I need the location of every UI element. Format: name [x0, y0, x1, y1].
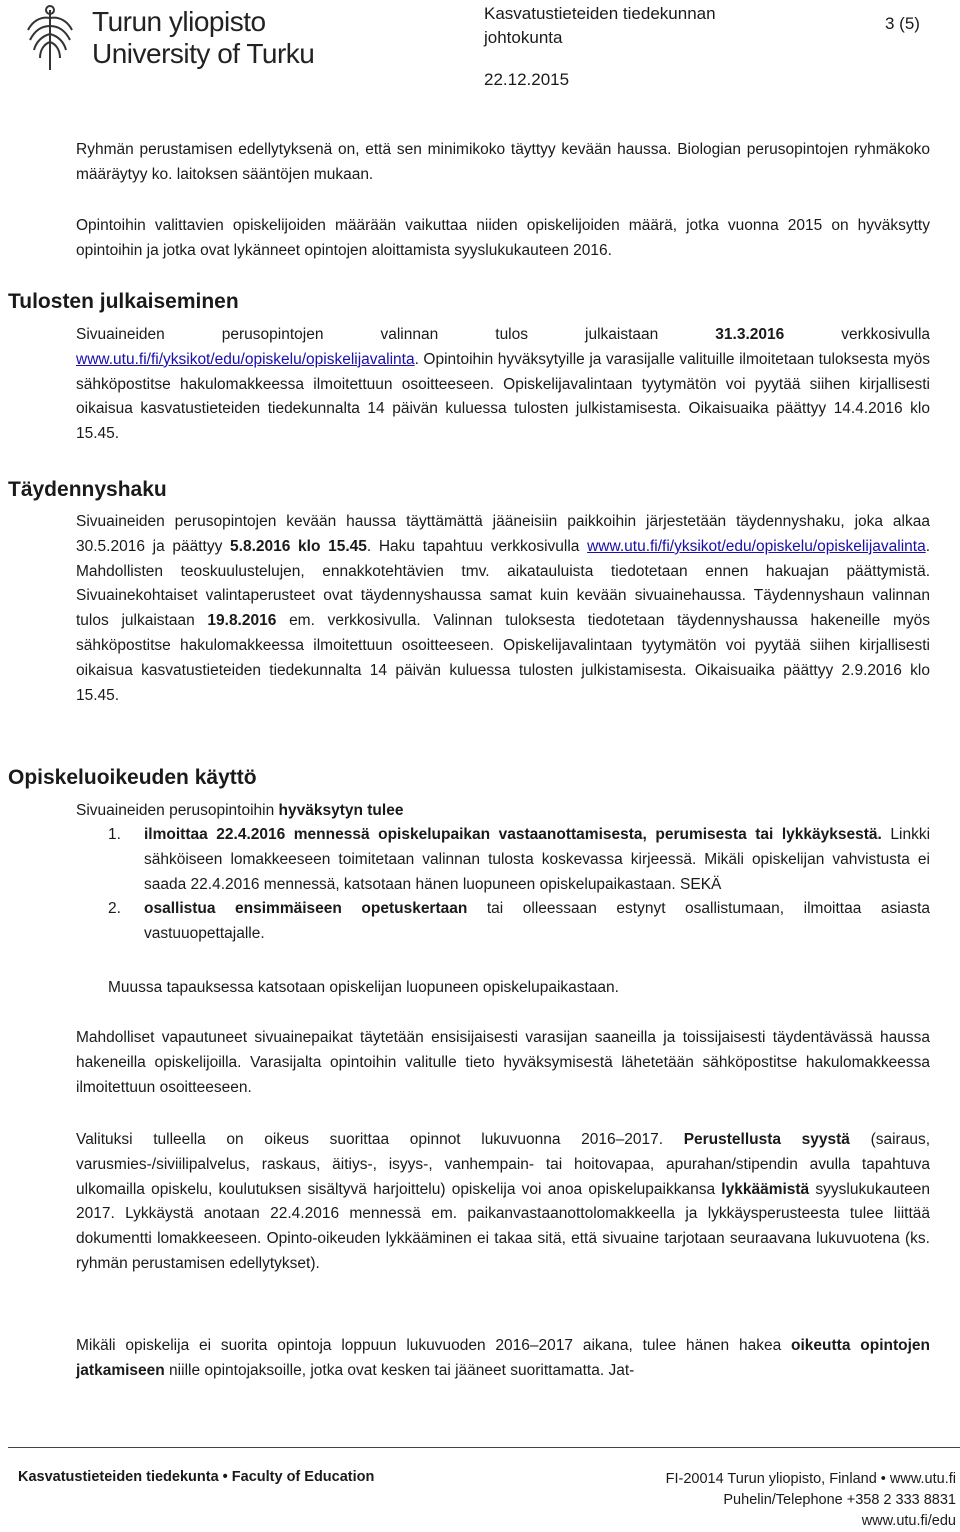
paragraph-group-size: Ryhmän perustamisen edellytyksenä on, että sen minimikoko täyttyy kevään haussa. Biologian perusopintojen ryhmäkoko määräytyy ko. laitoksen sääntöjen mukaan.: [76, 141, 930, 183]
footer-contact: [600, 1469, 956, 1532]
list-item: 2. osallistua ensimmäiseen opetuskertaan tai olleessaan estynyt osallistumaan, ilmoittaa asiasta vastuuopettajalle.: [108, 900, 930, 943]
paragraph-freed-places: Mahdolliset vapautuneet sivuainepaikat täytetään ensisijaisesti varasijan saaneilla ja toissijaisesti täydentävässä haussa hakeneilla opiskelijoilla. Varasijalta opintoihin valitulle tieto hyväksymisestä lähetetään sähköpostitse hakulomakkeessa ilmoitettuun osoitteeseen.: [76, 1029, 930, 1096]
footer-phone: Puhelin/Telephone +358 2 333 8831: [723, 1492, 956, 1508]
logo-text-english: University of Turku: [92, 38, 315, 69]
footer-address: FI-20014 Turun yliopisto, Finland • www.utu.fi: [665, 1471, 956, 1487]
paragraph-admission-count: Opintoihin valittavien opiskelijoiden määrään vaikuttaa niiden opiskelijoiden määrä, jotka vuonna 2015 on hyväksytty opintoihin ja jotka ovat lykänneet opintojen aloittamista syyslukukauteen 2016.: [76, 217, 930, 259]
list-item: 1. ilmoittaa 22.4.2016 mennessä opiskelupaikan vastaanottamisesta, perumisesta tai lykkäyksestä. Linkki sähköiseen lomakkeeseen toimitetaan valinnan tulosta koskevassa kirjeessä. Mikäli opiskelijan vahvistusta ei saada 22.4.2016 mennessä, katsotaan hänen luopuneen opiskelupaikastaan. SEKÄ: [108, 826, 931, 893]
paragraph-supplementary: Sivuaineiden perusopintojen kevään haussa täyttämättä jääneisiin paikkoihin järjestetään täydennyshaku, joka alkaa 30.5.2016 ja päättyy 5.8.2016 klo 15.45. Haku tapahtuu verkkosivulla www.utu.fi/fi/yksikot/edu/opiskelu/opiskelijavalinta. Mahdollisten teoskuulustelujen, ennakkotehtävien tmv. aikatauluista tiedotetaan ennen hakuajan päättymistä. Sivuainekohtaiset valintaperusteet ovat täydennyshaussa samat kuin kevään sivuainehaussa. Täydennyshaun valinnan tulos julkaistaan 19.8.2016 em. verkkosivulla. Valinnan tuloksesta tiedotetaan täydennyshaussa hakeneille myös sähköpostitse hakulomakkeessa ilmoitettuun osoitteeseen. Opiskelijavalintaan tyytymätön voi pyytää siihen kirjallisesti oikaisua kasvatustieteiden tiedekunnalta 14 päivän kuluessa tulosten julkistamisesta. Oikaisuaika päättyy 2.9.2016 klo 15.45.: [76, 513, 930, 704]
heading-supplementary-application: Täydennyshaku: [8, 478, 167, 501]
page-number: 3 (5): [885, 14, 920, 33]
header-department: Kasvatustieteiden tiedekunnan johtokunta: [484, 4, 716, 47]
paragraph-results: Sivuaineiden perusopintojen valinnan tulos julkaistaan 31.3.2016 verkkosivulla www.utu.fi/fi/yksikot/edu/opiskelu/opiskelijavalinta. Opintoihin hyväksytyille ja varasijalle valituille ilmoitetaan tuloksesta myös sähköpostitse hakulomakkeessa ilmoitettuun osoitteeseen. Opiskelijavalintaan tyytymätön voi pyytää siihen kirjallisesti oikaisua kasvatustieteiden tiedekunnalta 14 päivän kuluessa tulosten julkistamisesta. Oikaisuaika päättyy 14.4.2016 klo 15.45.: [76, 326, 931, 443]
paragraph-otherwise: Muussa tapauksessa katsotaan opiskelijan luopuneen opiskelupaikastaan.: [108, 979, 619, 996]
logo-text-finnish: Turun yliopisto: [92, 6, 266, 37]
paragraph-study-right-intro: Sivuaineiden perusopintoihin hyväksytyn tulee: [76, 802, 404, 819]
header-date: 22.12.2015: [484, 70, 570, 89]
footer-divider: [8, 1447, 960, 1448]
heading-study-right: Opiskeluoikeuden käyttö: [8, 766, 257, 789]
supplementary-link[interactable]: www.utu.fi/fi/yksikot/edu/opiskelu/opiskelijavalinta: [587, 537, 926, 555]
university-logo: [18, 4, 318, 72]
torch-emblem-icon: [18, 4, 82, 72]
paragraph-deferral: Valituksi tulleella on oikeus suorittaa opinnot lukuvuonna 2016–2017. Perustellusta syystä (sairaus, varusmies-/siviilipalvelus, raskaus, äitiys-, isyys-, vanhempain- tai hoitovapaa, apurahan/stipendin avulla tapahtuva ulkomailla opiskelu, koulutuksen sisältyvä harjoittelu) opiskelija voi anoa opiskelupaikkansa lykkäämistä syyslukukauteen 2017. Lykkäystä anotaan 22.4.2016 mennessä em. paikanvastaanottolomakkeella ja lykkäysperusteesta tulee liittää dokumentti lomakkeeseen. Opinto-oikeuden lykkääminen ei takaa sitä, että sivuaine tarjotaan seuraavana lukuvuotena (ks. ryhmän perustamisen edellytykset).: [76, 1131, 931, 1272]
footer-website: www.utu.fi/edu: [861, 1513, 956, 1529]
heading-results: Tulosten julkaiseminen: [8, 290, 239, 313]
footer-faculty: Kasvatustieteiden tiedekunta • Faculty of Education: [18, 1469, 375, 1485]
requirements-list: [76, 823, 930, 947]
paragraph-continuation: Mikäli opiskelija ei suorita opintoja loppuun lukuvuoden 2016–2017 aikana, tulee hänen hakea oikeutta opintojen jatkamiseen niille opintojaksoille, jotka ovat kesken tai jääneet suorittamatta. Jat-: [76, 1337, 931, 1379]
results-link[interactable]: www.utu.fi/fi/yksikot/edu/opiskelu/opiskelijavalinta: [76, 350, 415, 368]
